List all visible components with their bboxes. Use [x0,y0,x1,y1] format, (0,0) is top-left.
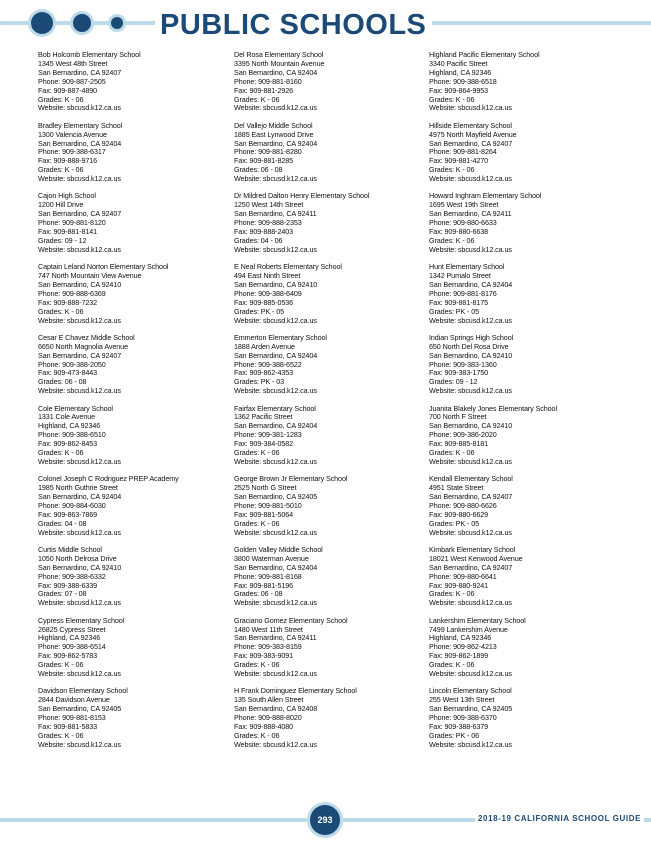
school-grades: Grades: K - 06 [38,448,84,458]
school-grades: Grades: K - 06 [234,730,280,740]
school-phone: Phone: 909-881-8176 [429,288,497,298]
school-city: San Bernardino, CA 92405 [429,704,513,714]
school-city: San Bernardino, CA 92407 [38,67,122,77]
school-street: 494 East Ninth Street [234,271,301,280]
school-website: Website: sbcusd.k12.ca.us [38,739,121,749]
school-entry [429,192,625,254]
school-name: Howard Inghram Elementary School [429,191,542,201]
school-city: San Bernardino, CA 92410 [429,350,513,360]
school-fax: Fax: 909-880-6629 [429,509,489,519]
school-website: Website: sbcusd.k12.ca.us [429,456,512,466]
page-title: PUBLIC SCHOOLS [158,8,432,42]
header-dot-small [111,17,123,29]
school-fax: Fax: 909-881-8141 [38,227,98,237]
school-fax: Fax: 909-383-1750 [429,368,489,378]
school-phone: Phone: 909-881-5010 [234,500,302,510]
school-entry [429,617,625,679]
school-entry [429,334,625,396]
school-phone: Phone: 909-383-1360 [429,359,497,369]
school-fax: Fax: 909-388-6339 [38,580,98,590]
school-city: San Bernardino, CA 92410 [234,279,318,289]
school-fax: Fax: 909-881-5833 [38,721,98,731]
school-entry [234,334,430,396]
school-fax: Fax: 909-888-2403 [234,227,294,237]
school-street: 1888 Arden Avenue [234,341,295,351]
school-city: San Bernardino, CA 92404 [234,562,318,572]
school-website: Website: sbcusd.k12.ca.us [38,527,121,537]
school-street: 1331 Cole Avenue [38,412,96,422]
school-fax: Fax: 909-888-9716 [38,156,98,166]
school-city: San Bernardino, CA 92404 [234,350,318,360]
school-city: San Bernardino, CA 92407 [429,138,513,148]
school-street: 4951 State Street [429,483,484,493]
school-website: Website: sbcusd.k12.ca.us [38,174,121,184]
school-phone: Phone: 909-884-6030 [38,500,106,510]
school-website: Website: sbcusd.k12.ca.us [234,244,317,254]
school-fax: Fax: 909-881-4270 [429,156,489,166]
school-name: Bradley Elementary School [38,120,123,130]
school-fax: Fax: 909-383-9091 [234,651,294,661]
school-grades: Grades: K - 06 [429,235,475,245]
school-fax: Fax: 909-881-5196 [234,580,294,590]
school-entry [38,51,234,113]
school-phone: Phone: 909-881-8264 [429,147,497,157]
school-street: 1050 North Delrosa Drive [38,553,117,563]
school-phone: Phone: 909-386-2020 [429,430,497,440]
school-website: Website: sbcusd.k12.ca.us [38,456,121,466]
school-city: San Bernardino, CA 92405 [234,492,318,501]
school-entry [429,475,625,537]
school-phone: Phone: 909-888-8020 [234,713,302,723]
school-grades: Grades: K - 06 [429,589,475,599]
school-entry [429,405,625,467]
school-city: San Bernardino, CA 92407 [38,209,122,219]
school-name: Kendall Elementary School [429,474,513,484]
school-street: 650 North Del Rosa Drive [429,341,509,351]
school-entry [429,687,625,749]
school-grades: Grades: K - 06 [234,660,280,670]
school-website: Website: sbcusd.k12.ca.us [38,386,121,396]
school-entry [38,192,234,254]
school-phone: Phone: 909-888-6369 [38,288,106,298]
school-entry [234,475,430,537]
school-street: 6650 North Magnolia Avenue [38,341,128,351]
school-website: Website: sbcusd.k12.ca.us [429,386,512,396]
school-city: San Bernardino, CA 92405 [38,704,122,714]
school-fax: Fax: 909-881-8285 [234,156,294,166]
school-entry [38,475,234,537]
school-grades: Grades: 06 - 08 [234,165,283,175]
school-entry [38,617,234,679]
school-name: Bob Holcomb Elementary School [38,50,141,59]
school-phone: Phone: 909-887-2505 [38,76,106,86]
school-street: 3340 Pacific Street [429,58,488,68]
school-website: Website: sbcusd.k12.ca.us [429,739,512,749]
school-website: Website: sbcusd.k12.ca.us [429,315,512,325]
school-street: 135 South Allen Street [234,695,304,705]
school-phone: Phone: 909-888-2353 [234,218,302,228]
page-number: 293 [310,805,340,835]
school-website: Website: sbcusd.k12.ca.us [429,244,512,254]
school-fax: Fax: 909-384-0582 [234,439,294,449]
school-website: Website: sbcusd.k12.ca.us [234,456,317,466]
school-street: 3395 North Mountain Avenue [234,58,325,68]
school-city: San Bernardino, CA 92404 [38,138,122,148]
school-name: E Neal Roberts Elementary School [234,262,342,272]
school-entry [38,405,234,467]
school-name: Hillside Elementary School [429,120,512,130]
school-fax: Fax: 909-388-6379 [429,721,489,731]
school-phone: Phone: 909-388-2050 [38,359,106,369]
school-city: San Bernardino, CA 92407 [429,492,513,501]
school-fax: Fax: 909-885-8181 [429,439,489,449]
school-city: San Bernardino, CA 92410 [38,562,122,572]
school-fax: Fax: 909-863-7869 [38,509,98,519]
school-phone: Phone: 909-881-8168 [234,571,302,581]
school-entry [234,51,430,113]
school-phone: Phone: 909-388-6317 [38,147,106,157]
school-phone: Phone: 909-388-6332 [38,571,106,581]
school-street: 1300 Valencia Avenue [38,129,107,139]
school-city: San Bernardino, CA 92411 [234,209,317,219]
school-name: Dr Mildred Dalton Henry Elementary School [234,191,370,201]
school-phone: Phone: 909-388-6514 [38,642,106,652]
school-name: Lincoln Elementary School [429,686,512,696]
school-entry [429,546,625,608]
school-entry [234,263,430,325]
school-grades: Grades: 06 - 08 [234,589,283,599]
school-name: Cesar E Chavez Middle School [38,332,135,342]
school-name: Golden Valley Middle School [234,544,323,554]
school-fax: Fax: 909-888-4080 [234,721,294,731]
school-grades: Grades: 09 - 12 [429,377,478,387]
school-grades: Grades: K - 06 [429,94,475,104]
school-city: San Bernardino, CA 92411 [234,633,317,643]
school-street: 1200 Hill Drive [38,200,84,210]
school-website: Website: sbcusd.k12.ca.us [234,739,317,749]
school-name: Indian Springs High School [429,332,514,342]
school-grades: Grades: 04 - 06 [234,235,283,245]
school-grades: Grades: PK - 03 [234,377,285,387]
school-grades: Grades: K - 06 [234,94,280,104]
school-entry [38,122,234,184]
school-fax: Fax: 909-888-7232 [38,297,98,307]
school-name: Cole Elementary School [38,403,113,413]
school-name: Fairfax Elementary School [234,403,316,413]
school-name: Highland Pacific Elementary School [429,50,540,59]
school-website: Website: sbcusd.k12.ca.us [234,315,317,325]
school-website: Website: sbcusd.k12.ca.us [38,598,121,608]
school-grades: Grades: K - 06 [38,660,84,670]
school-website: Website: sbcusd.k12.ca.us [234,386,317,396]
school-entry [429,122,625,184]
school-website: Website: sbcusd.k12.ca.us [38,244,121,254]
school-fax: Fax: 909-881-5064 [234,509,294,519]
school-name: Hunt Elementary School [429,262,505,272]
school-phone: Phone: 909-880-6641 [429,571,497,581]
school-city: San Bernardino, CA 92410 [429,421,513,431]
school-grades: Grades: K - 06 [38,730,84,740]
school-name: Del Vallejo Middle School [234,120,313,130]
school-grades: Grades: K - 06 [429,448,475,458]
school-city: San Bernardino, CA 92404 [234,138,318,148]
school-street: 26825 Cypress Street [38,624,106,634]
footer-rule-left [0,818,310,822]
school-phone: Phone: 909-881-8160 [234,76,302,86]
school-city: San Bernardino, CA 92404 [234,67,318,77]
school-phone: Phone: 909-388-6518 [429,76,497,86]
page-header [0,0,651,50]
school-name: Colonel Joseph C Rodriguez PREP Academy [38,474,179,484]
school-entry [234,192,430,254]
school-entry [38,687,234,749]
school-grades: Grades: 06 - 08 [38,377,87,387]
school-fax: Fax: 909-473-8443 [38,368,98,378]
school-entry [38,334,234,396]
school-grades: Grades: 07 - 08 [38,589,87,599]
school-grades: Grades: K - 06 [429,165,475,175]
school-name: Juanita Blakely Jones Elementary School [429,403,557,413]
school-phone: Phone: 909-388-6510 [38,430,106,440]
school-grades: Grades: PK - 05 [429,518,480,528]
school-phone: Phone: 909-388-6522 [234,359,302,369]
school-street: 1985 North Guthrie Street [38,483,118,493]
school-fax: Fax: 909-862-1899 [429,651,489,661]
school-phone: Phone: 909-881-8153 [38,713,106,723]
school-grades: Grades: PK - 05 [234,306,285,316]
school-fax: Fax: 909-862-4353 [234,368,294,378]
school-name: Lankershim Elementary School [429,615,526,625]
school-phone: Phone: 909-881-8120 [38,218,106,228]
school-grades: Grades: 04 - 08 [38,518,87,528]
school-website: Website: sbcusd.k12.ca.us [429,669,512,679]
school-website: Website: sbcusd.k12.ca.us [38,103,121,113]
school-website: Website: sbcusd.k12.ca.us [234,174,317,184]
school-name: Cajon High School [38,191,96,201]
school-street: 7499 Lankershim Avenue [429,624,508,634]
header-dot-medium [73,14,91,32]
school-city: San Bernardino, CA 92407 [38,350,122,360]
school-website: Website: sbcusd.k12.ca.us [38,669,121,679]
school-website: Website: sbcusd.k12.ca.us [234,527,317,537]
school-fax: Fax: 909-881-2926 [234,85,294,95]
school-street: 2844 Davidson Avenue [38,695,110,705]
school-entry [234,122,430,184]
school-grades: Grades: PK - 05 [429,306,480,316]
school-street: 1695 West 19th Street [429,200,499,210]
school-street: 3800 Waterman Avenue [234,553,309,563]
school-phone: Phone: 909-388-6409 [234,288,302,298]
school-city: San Bernardino, CA 92404 [234,421,318,431]
school-website: Website: sbcusd.k12.ca.us [429,527,512,537]
school-street: 4975 North Mayfield Avenue [429,129,517,139]
school-city: San Bernardino, CA 92411 [429,209,512,219]
school-phone: Phone: 909-862-4213 [429,642,497,652]
school-city: Highland, CA 92346 [429,67,492,77]
school-phone: Phone: 909-880-6626 [429,500,497,510]
school-entry [234,617,430,679]
school-city: San Bernardino, CA 92407 [429,562,513,572]
school-street: 1342 Pumalo Street [429,271,491,280]
school-name: Curtis Middle School [38,544,102,554]
school-website: Website: sbcusd.k12.ca.us [234,669,317,679]
school-phone: Phone: 909-381-1283 [234,430,302,440]
school-city: San Bernardino, CA 92410 [38,279,122,289]
school-city: Highland, CA 92346 [38,421,101,431]
school-website: Website: sbcusd.k12.ca.us [38,315,121,325]
school-listing [38,51,628,751]
school-city: San Bernardino, CA 92404 [429,279,513,289]
school-city: San Bernardino, CA 92404 [38,492,122,501]
school-website: Website: sbcusd.k12.ca.us [234,103,317,113]
school-name: Kimbark Elementary School [429,544,516,554]
school-grades: Grades: 09 - 12 [38,235,87,245]
school-fax: Fax: 909-862-5783 [38,651,98,661]
school-street: 747 North Mountain View Avenue [38,271,142,280]
school-name: Davidson Elementary School [38,686,128,696]
school-phone: Phone: 909-388-6370 [429,713,497,723]
school-entry [234,687,430,749]
header-dot-large [31,12,53,34]
school-grades: Grades: K - 06 [429,660,475,670]
school-name: Cypress Elementary School [38,615,125,625]
school-grades: Grades: K - 06 [234,518,280,528]
school-entry [38,546,234,608]
school-street: 1250 West 14th Street [234,200,304,210]
school-website: Website: sbcusd.k12.ca.us [234,598,317,608]
school-entry [429,263,625,325]
school-phone: Phone: 909-383-8159 [234,642,302,652]
school-name: Captain Leland Norton Elementary School [38,262,169,272]
school-name: George Brown Jr Elementary School [234,474,348,484]
school-street: 1480 West 11th Street [234,624,303,634]
school-city: San Bernardino, CA 92408 [234,704,318,714]
school-fax: Fax: 909-864-9953 [429,85,489,95]
school-website: Website: sbcusd.k12.ca.us [429,598,512,608]
school-grades: Grades: K - 06 [38,94,84,104]
school-street: 18021 West Kenwood Avenue [429,553,523,563]
guide-title: 2018-19 CALIFORNIA SCHOOL GUIDE [475,814,644,823]
school-street: 1362 Pacific Street [234,412,293,422]
school-street: 1885 East Lynwood Drive [234,129,314,139]
school-fax: Fax: 909-887-4890 [38,85,98,95]
school-entry [234,405,430,467]
school-fax: Fax: 909-885-0536 [234,297,294,307]
school-grades: Grades: K - 06 [234,448,280,458]
school-fax: Fax: 909-881-8175 [429,297,489,307]
school-street: 2525 North G Street [234,483,297,493]
school-website: Website: sbcusd.k12.ca.us [429,103,512,113]
school-street: 1345 West 48th Street [38,58,108,68]
school-grades: Grades: K - 06 [38,165,84,175]
school-phone: Phone: 909-880-6633 [429,218,497,228]
school-fax: Fax: 909-880-6638 [429,227,489,237]
school-city: Highland, CA 92346 [38,633,101,643]
school-name: Emmerton Elementary School [234,332,327,342]
school-grades: Grades: PK - 06 [429,730,480,740]
school-grades: Grades: K - 06 [38,306,84,316]
school-fax: Fax: 909-880-9241 [429,580,489,590]
school-entry [429,51,625,113]
school-street: 255 West 13th Street [429,695,495,705]
school-fax: Fax: 909-862-8453 [38,439,98,449]
school-city: Highland, CA 92346 [429,633,492,643]
school-phone: Phone: 909-881-8280 [234,147,302,157]
school-name: Del Rosa Elementary School [234,50,324,59]
school-street: 700 North F Street [429,412,487,422]
school-entry [38,263,234,325]
school-entry [234,546,430,608]
school-website: Website: sbcusd.k12.ca.us [429,174,512,184]
school-name: H Frank Dominguez Elementary School [234,686,357,696]
school-name: Graciano Gomez Elementary School [234,615,348,625]
